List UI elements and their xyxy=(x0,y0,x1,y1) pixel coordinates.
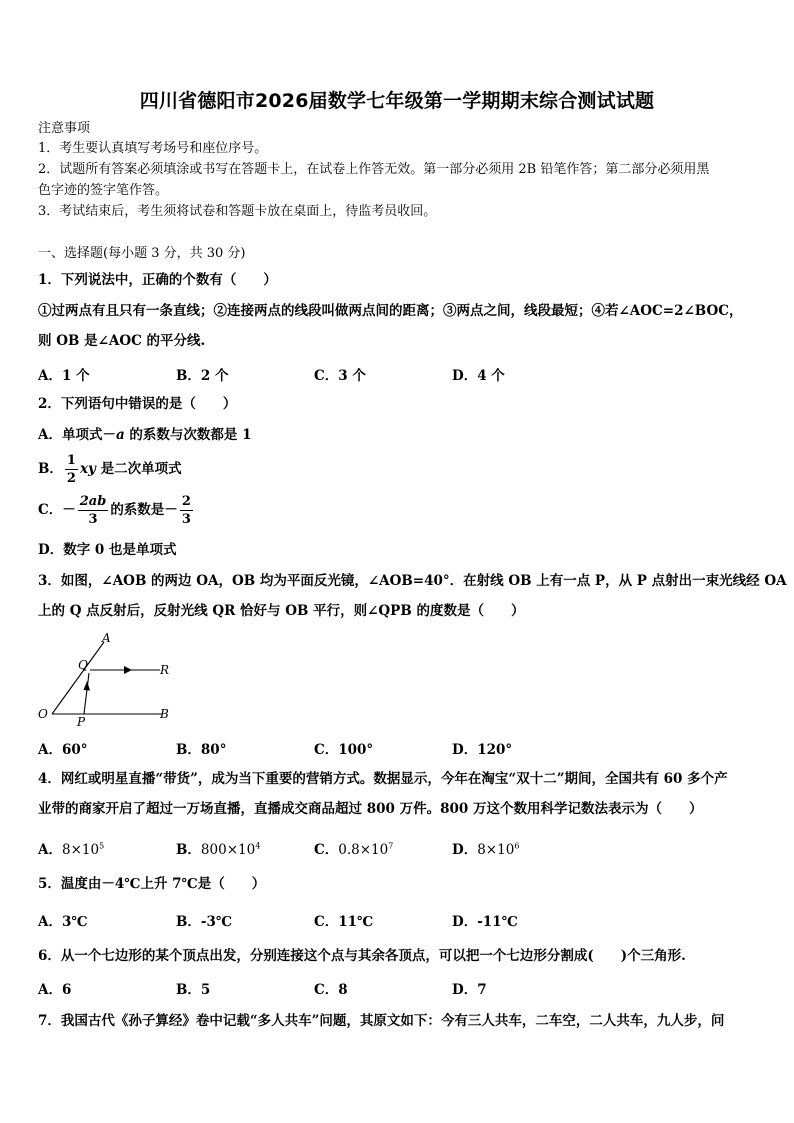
ray-oa xyxy=(52,642,104,714)
q2-option-c-fraction2 xyxy=(180,493,193,528)
q3-option-a: A．60° xyxy=(38,742,88,758)
q2-option-c-fraction xyxy=(78,493,109,528)
q6-option-b: B．5 xyxy=(176,982,211,998)
q2-option-c xyxy=(38,493,195,528)
q2-option-a-var: a xyxy=(115,427,125,443)
q6-stem: 6．从一个七边形的某个顶点出发，分别连接这个点与其余各顶点，可以把一个七边形分割成( )个三角形. xyxy=(38,948,686,964)
label-a: A xyxy=(102,631,111,645)
q4-option-b-base: 800×10 xyxy=(200,842,256,858)
q7-line1: 7．我国古代《孙子算经》卷中记载“多人共车”问题，其原文如下：今有三人共车，二车空，二人共车，九人步，问 xyxy=(38,1013,725,1029)
q1-option-d: D．4 个 xyxy=(452,368,505,384)
q5-option-d: D．-11℃ xyxy=(452,914,518,930)
q3-option-d: D．120° xyxy=(452,742,513,758)
q2-option-b-var: xy xyxy=(79,461,96,477)
q4-option-a-exp: 5 xyxy=(99,841,105,851)
q2-option-c-denominator2: 3 xyxy=(181,512,191,527)
pq-arrow-icon xyxy=(84,681,91,691)
q2-option-a-post: 的系数与次数都是 1 xyxy=(124,427,252,443)
q2-stem: 2．下列语句中错误的是（ ） xyxy=(38,396,237,412)
q4-option-b-label: B． xyxy=(176,842,201,858)
q4-option-d xyxy=(452,838,519,858)
q5-option-b: B．-3℃ xyxy=(176,914,233,930)
q4-option-c xyxy=(314,838,393,858)
q2-option-b-denominator: 2 xyxy=(66,471,76,486)
q4-option-c-base: 0.8×10 xyxy=(338,842,389,858)
notice-item-3: 3．考试结束后，考生须将试卷和答题卡放在桌面上，待监考员收回。 xyxy=(38,204,437,219)
q2-option-a-pre: A．单项式－ xyxy=(38,427,116,443)
q4-option-b xyxy=(176,838,260,858)
label-o: O xyxy=(38,707,48,721)
q1-stem: 1．下列说法中，正确的个数有（ ） xyxy=(38,272,277,288)
q1-option-a: A．1 个 xyxy=(38,368,90,384)
q3-figure xyxy=(34,628,184,728)
q2-option-a xyxy=(38,425,252,445)
q4-option-b-exp: 4 xyxy=(255,841,261,851)
q1-option-c: C．3 个 xyxy=(314,368,366,384)
q4-option-a-base: 8×10 xyxy=(61,842,100,858)
notice-item-1: 1．考生要认真填写考场号和座位序号。 xyxy=(38,141,268,156)
q1-option-b: B．2 个 xyxy=(176,368,229,384)
q2-option-c-numerator: 2ab xyxy=(79,494,107,509)
q2-option-b-fraction xyxy=(65,452,78,487)
q6-option-d: D．7 xyxy=(452,982,487,998)
q6-option-c: C．8 xyxy=(314,982,348,998)
q4-option-d-label: D． xyxy=(452,842,478,858)
q4-option-d-exp: 6 xyxy=(514,841,520,851)
q2-option-c-denominator: 3 xyxy=(88,512,98,527)
q2-option-b xyxy=(38,452,182,487)
label-b: B xyxy=(160,707,169,721)
q3-line2: 上的 Q 点反射后，反射光线 QR 恰好与 OB 平行，则∠QPB 的度数是（ ） xyxy=(38,603,525,619)
q2-option-c-label: C．－ xyxy=(38,502,76,518)
q2-option-c-numerator2: 2 xyxy=(181,494,191,509)
q2-option-c-mid: 的系数是－ xyxy=(110,502,178,518)
q2-option-d: D．数字 0 也是单项式 xyxy=(38,542,177,558)
q6-option-a: A．6 xyxy=(38,982,72,998)
notice-item-2: 2．试题所有答案必须填涂或书写在答题卡上，在试卷上作答无效。第一部分必须用 2B 铅笔作答；第二部分必须用黑 xyxy=(38,162,710,177)
page-title: 四川省德阳市2026届数学七年级第一学期期末综合测试试题 xyxy=(139,90,655,112)
notice-heading: 注意事项 xyxy=(38,121,91,136)
q4-option-c-exp: 7 xyxy=(388,841,394,851)
ray-pq xyxy=(84,673,89,714)
notice-item-2-cont: 色字迹的签字笔作答。 xyxy=(38,183,169,198)
q4-option-a-label: A． xyxy=(38,842,62,858)
q1-line2: 则 OB 是∠AOC 的平分线. xyxy=(38,333,206,349)
q4-line2: 业带的商家开启了超过一万场直播，直播成交商品超过 800 万件。800 万这个数用科学记数法表示为（ ） xyxy=(38,801,703,817)
label-r: R xyxy=(160,663,170,677)
label-p: P xyxy=(77,715,86,728)
q5-option-a: A．3℃ xyxy=(38,914,88,930)
q4-option-d-base: 8×10 xyxy=(477,842,515,858)
q1-line1: ①过两点有且只有一条直线；②连接两点的线段叫做两点间的距离；③两点之间，线段最短；④若∠AOC=2∠BOC， xyxy=(38,303,743,319)
q4-option-a xyxy=(38,838,104,858)
q2-option-b-post: 是二次单项式 xyxy=(95,461,182,477)
q4-option-c-label: C． xyxy=(314,842,339,858)
q4-line1: 4．网红或明星直播“带货”，成为当下重要的营销方式。数据显示，今年在淘宝“双十二”期间，全国共有 60 多个产 xyxy=(38,771,728,787)
label-q: Q xyxy=(78,658,88,672)
q3-line1: 3．如图，∠AOB 的两边 OA，OB 均为平面反光镜，∠AOB=40°．在射线 OB 上有一点 P，从 P 点射出一束光线经 OA xyxy=(38,573,787,589)
qr-arrow-icon xyxy=(124,666,132,674)
q5-option-c: C．11℃ xyxy=(314,914,374,930)
q3-option-c: C．100° xyxy=(314,742,374,758)
q5-stem: 5．温度由－4℃上升 7℃是（ ） xyxy=(38,876,266,892)
section-heading: 一、选择题(每小题 3 分，共 30 分) xyxy=(38,246,246,261)
q2-option-b-numerator: 1 xyxy=(66,453,76,468)
q2-option-b-label: B． xyxy=(38,461,63,477)
q3-option-b: B．80° xyxy=(176,742,227,758)
